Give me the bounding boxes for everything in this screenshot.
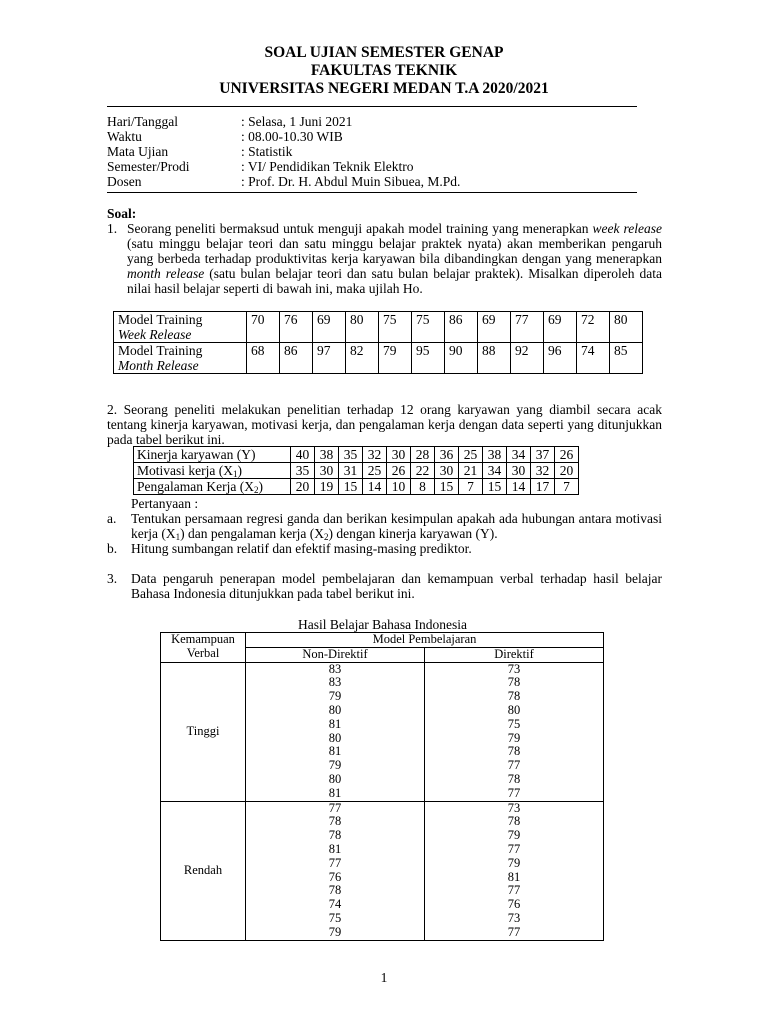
table-row: Model Training Week Release 70 76 69 80 75 75 86 69 77 69 72 80 [114, 312, 643, 343]
list-item: a. Tentukan persamaan regresi ganda dan berikan kesimpulan apakah ada hubungan antara motivasi kerja $(X_1)$ dan pengalaman kerja $(X_2)$ dengan kinerja karyawan (Y). [107, 511, 662, 542]
question-number: 1. [107, 221, 118, 236]
info-row: Dosen : Prof. Dr. H. Abdul Muin Sibuea, M.Pd. [107, 174, 461, 189]
question-1 [107, 206, 662, 296]
learning-results-table [160, 632, 604, 941]
table-row: Model Training Month Release 68 86 97 82 79 95 90 88 92 96 74 85 [114, 343, 643, 374]
question-2-text: 2. Seorang peneliti melakukan penelitian terhadap 12 orang karyawan yang diambil secara acak tentang kinerja karyawan, motivasi kerja, dan pengalaman kerja dengan data seperti yang ditunjukkan pada tabel berikut ini. [107, 402, 662, 447]
question-3-text: Data pengaruh penerapan model pembelajaran dan kemampuan verbal terhadap hasil belajar Bahasa Indonesia ditunjukkan pada tabel berikut ini. [131, 571, 662, 601]
table-row: Motivasi kerja $(X_1)$ 35 30 31 25 26 22 30 21 34 30 32 20 [134, 463, 579, 479]
table-row: Kemampuan Verbal Model Pembelajaran [161, 633, 604, 648]
divider-bottom [107, 192, 637, 193]
exam-info [107, 114, 637, 189]
question-1-text: Seorang peneliti bermaksud untuk menguji apakah model training yang menerapkan week release (satu minggu belajar teori dan satu minggu belajar praktek nyata) akan memberikan pengaruh yang berbeda terhadap produktivitas kerja karyawan bila dibandingkan dengan yang menerapkan month release (satu bulan belajar teori dan satu bulan belajar praktek). Misalkan diperoleh data nilai hasil belajar seperti di bawah ini, maka ujilah Ho. [127, 221, 663, 296]
header-title: SOAL UJIAN SEMESTER GENAP [264, 44, 504, 61]
table-row: Non-Direktif Direktif [161, 647, 604, 662]
info-row: Waktu : 08.00-10.30 WIB [107, 129, 343, 144]
document-header [0, 44, 768, 98]
info-row: Hari/Tanggal : Selasa, 1 Juni 2021 [107, 114, 353, 129]
question-2-prompts [107, 496, 662, 556]
table-row: Pengalaman Kerja $(X_2)$ 20 19 15 14 10 8 15 7 15 14 17 7 [134, 479, 579, 495]
employee-table [133, 446, 579, 495]
table-row: Rendah 77 78 78 81 77 76 78 74 75 79 73 78 79 77 79 81 77 76 73 77 [161, 801, 604, 940]
header-faculty: FAKULTAS TEKNIK [310, 62, 458, 79]
header-university: UNIVERSITAS NEGERI MEDAN T.A 2020/2021 [219, 80, 549, 97]
info-row: Semester/Prodi : VI/ Pendidikan Teknik Elektro [107, 159, 414, 174]
table-caption: Hasil Belajar Bahasa Indonesia [297, 617, 468, 632]
divider-top [107, 106, 637, 107]
list-item: b. Hitung sumbangan relatif dan efektif masing-masing prediktor. [107, 541, 472, 556]
training-table [113, 311, 643, 374]
table-row: Tinggi 83 83 79 80 81 80 81 79 80 81 73 78 78 80 75 79 78 77 78 77 [161, 662, 604, 801]
question-3: 3. Data pengaruh penerapan model pembelajaran dan kemampuan verbal terhadap hasil belajar Bahasa Indonesia ditunjukkan pada tabel berikut ini. [107, 571, 662, 601]
page-number: 1 [380, 970, 388, 985]
table-row: Kinerja karyawan (Y) 40 38 35 32 30 28 36 25 38 34 37 26 [134, 447, 579, 463]
info-row: Mata Ujian : Statistik [107, 144, 293, 159]
pertanyaan-label: Pertanyaan : [131, 496, 199, 511]
soal-label: Soal: [107, 206, 137, 221]
